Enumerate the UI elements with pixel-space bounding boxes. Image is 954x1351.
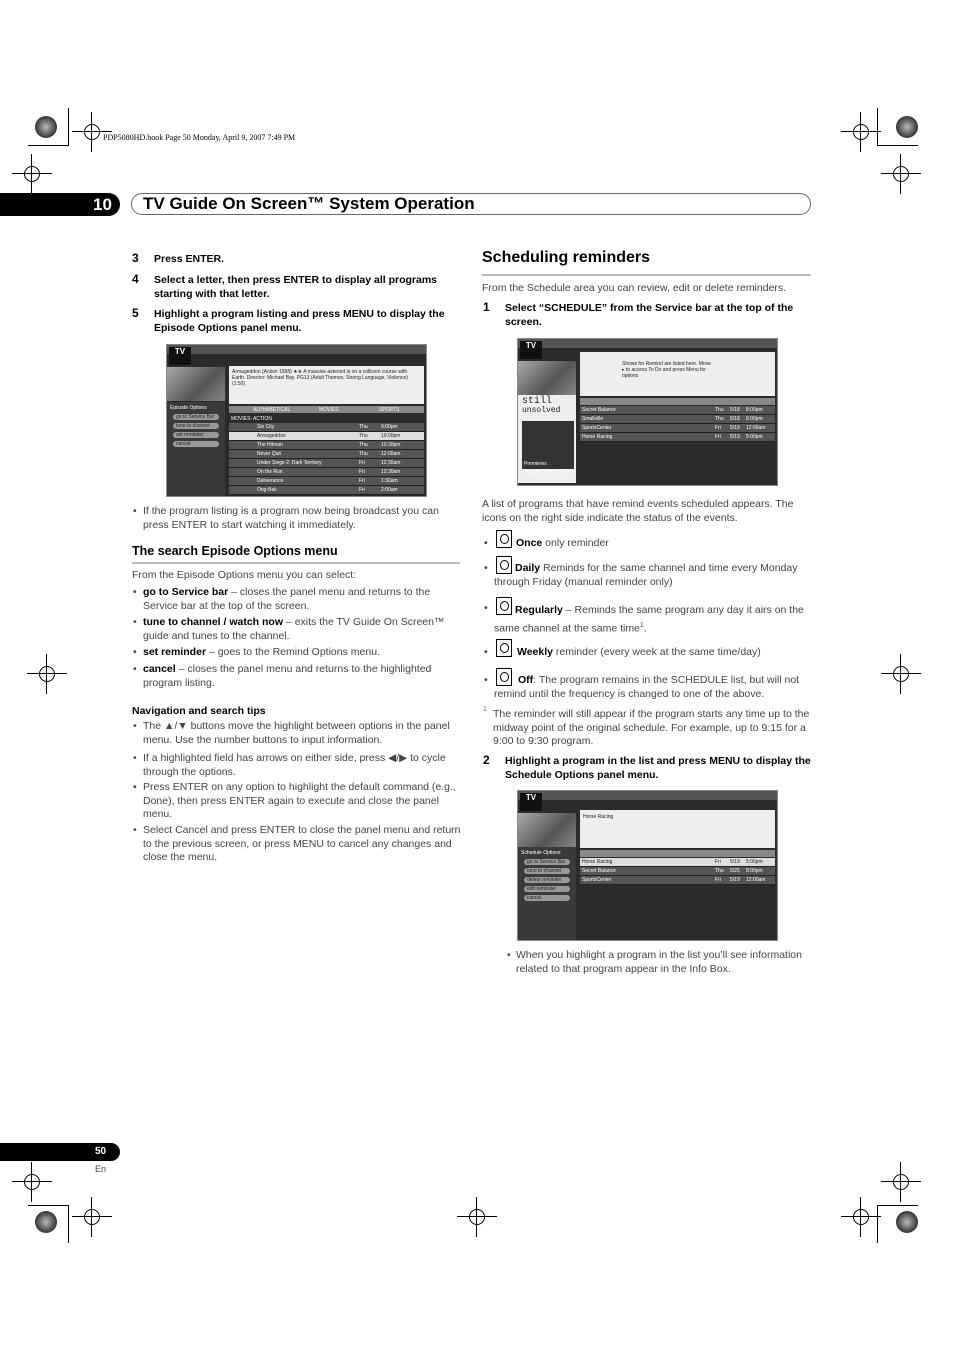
- page-lang: En: [95, 1164, 107, 1174]
- bullet: •: [133, 720, 137, 732]
- registration-mark: [80, 1205, 104, 1229]
- heading-rule: [132, 562, 460, 564]
- icon-desc: Once only reminder: [516, 537, 609, 549]
- section-rule: [482, 274, 811, 276]
- chapter-number: 10: [93, 195, 112, 214]
- panel-menu-item[interactable]: go to Service Bar: [173, 414, 219, 420]
- promo-line: still: [522, 396, 553, 407]
- registration-mark: [465, 1205, 489, 1229]
- icon-desc: Regularly – Reminds the same program any day it airs on the same channel at the same time$^1$.: [494, 604, 804, 635]
- bullet: •: [133, 646, 137, 658]
- list-header: [580, 850, 775, 857]
- schedule-row[interactable]: Secret Balance Thu 5/18 8:00pm: [580, 406, 775, 415]
- registration-mark: [35, 662, 59, 686]
- registration-mark: [80, 120, 104, 144]
- listing-row[interactable]: Ong-Bak Fri 2:00am: [229, 486, 424, 495]
- tv-guide-logo: TV: [169, 347, 191, 365]
- panel-menu-item[interactable]: tune to channel: [524, 868, 570, 874]
- registration-mark: [849, 1205, 873, 1229]
- panel-title: Schedule Options: [521, 850, 561, 856]
- step-number: 1: [483, 300, 490, 314]
- service-bar: [167, 345, 426, 354]
- icon-desc: Weekly reminder (every week at the same time/day): [517, 646, 761, 658]
- panel-menu-item[interactable]: set reminder: [173, 432, 219, 438]
- panel-title: Episode Options: [170, 405, 207, 411]
- bullet: •: [484, 537, 488, 549]
- footnote-mark: 1: [483, 706, 487, 713]
- page-number-tab: [0, 1143, 120, 1161]
- tab-label[interactable]: ALPHABETICAL: [253, 407, 291, 413]
- tab-label[interactable]: SPORTS: [379, 407, 400, 413]
- schedule-screenshot: [517, 338, 778, 486]
- info-text: Shows for Remind are listed here. Move ▸ to access To Do and press Menu for options: [622, 361, 711, 379]
- bullet: •: [484, 602, 488, 614]
- video-thumbnail: [518, 361, 576, 395]
- info-box: [580, 352, 775, 396]
- promo-panel: [518, 395, 576, 483]
- step-text: Press ENTER.: [154, 253, 225, 265]
- step-number: 2: [483, 753, 490, 767]
- info-box: [229, 366, 424, 404]
- menu-intro: From the Episode Options menu you can select:: [132, 569, 357, 581]
- registration-mark: [889, 1170, 913, 1194]
- step-number: 3: [132, 251, 139, 265]
- bullet: •: [507, 949, 511, 961]
- panel-menu-item[interactable]: delete reminder: [524, 877, 570, 883]
- crop-mark: [28, 1205, 68, 1206]
- schedule-options-panel: [518, 847, 576, 940]
- bullet: •: [133, 663, 137, 675]
- menu-item-desc: set reminder – goes to the Remind Options menu.: [143, 646, 380, 658]
- info-box-note: When you highlight a program in the list you’ll see information related to that program appear in the Info Box.: [516, 949, 802, 975]
- category-label: MOVIES: ACTION: [231, 416, 272, 422]
- category-tabs: [229, 406, 424, 413]
- registration-mark: [20, 1170, 44, 1194]
- listing-row[interactable]: The Hitman Thu 10:30pm: [229, 441, 424, 450]
- promo-line: unsolved: [522, 406, 561, 415]
- weekly-reminder-icon: [496, 639, 512, 657]
- episode-options-panel: [167, 402, 225, 496]
- step-text: Select “SCHEDULE” from the Service bar at the top of the screen.: [505, 302, 794, 328]
- video-thumbnail: [518, 813, 576, 847]
- info-text: Armageddon (Action 1998) ★★ A massive asteroid is on a collision course with Earth. Director: Michael Bay. PG13 (Adult Themes, Strong Language, Violence) (1:50): [232, 369, 408, 387]
- menu-item-desc: cancel – closes the panel menu and returns to the highlighted program listing.: [143, 663, 432, 689]
- bullet: •: [484, 674, 488, 686]
- icon-desc: Off: The program remains in the SCHEDULE list, but will not remind until the frequency is changed to one of the above.: [494, 674, 800, 700]
- chapter-title: TV Guide On Screen™ System Operation: [143, 194, 475, 213]
- list-header: [580, 398, 775, 405]
- step-number: 5: [132, 306, 139, 320]
- menu-item-desc: go to Service bar – closes the panel menu and returns to the Service bar at the top of the screen.: [143, 586, 431, 612]
- registration-disk: [896, 1211, 918, 1233]
- tips-heading: Navigation and search tips: [132, 705, 266, 717]
- promo-line: Premieres: [524, 461, 547, 467]
- panel-menu-item[interactable]: cancel: [524, 895, 570, 901]
- tv-guide-logo: TV: [520, 793, 542, 811]
- crop-mark: [878, 1205, 918, 1206]
- section-intro: From the Schedule area you can review, edit or delete reminders.: [482, 282, 787, 294]
- step-number: 4: [132, 272, 139, 286]
- step-text: Select a letter, then press ENTER to display all programs starting with that letter.: [154, 274, 438, 300]
- bullet: •: [133, 824, 137, 836]
- panel-menu-item[interactable]: go to Service Bar: [524, 859, 570, 865]
- broadcast-note: If the program listing is a program now being broadcast you can press ENTER to start watching it immediately.: [143, 505, 439, 531]
- schedule-row[interactable]: SportsCenter Fri 5/19 12:00am: [580, 876, 775, 885]
- registration-mark: [20, 162, 44, 186]
- registration-disk: [35, 1211, 57, 1233]
- step-text: Highlight a program in the list and press MENU to display the Schedule Options panel menu.: [505, 755, 811, 781]
- crop-mark: [877, 108, 878, 146]
- service-bar: [518, 339, 777, 348]
- bullet: •: [133, 505, 137, 517]
- tv-guide-logo: TV: [520, 341, 542, 359]
- section-title: Scheduling reminders: [482, 249, 651, 266]
- registration-disk: [35, 116, 57, 138]
- bullet: •: [484, 562, 488, 574]
- bullet: •: [133, 586, 137, 598]
- bullet: •: [484, 646, 488, 658]
- bullet: •: [133, 752, 137, 764]
- tip-text: Select Cancel and press ENTER to close the panel menu and return to the previous screen, or press MENU to cancel any changes and close the menu.: [143, 824, 461, 863]
- episode-options-heading: The search Episode Options menu: [132, 544, 338, 558]
- service-bar: [518, 791, 777, 800]
- schedule-row[interactable]: Smallville Thu 5/18 8:00pm: [580, 415, 775, 424]
- menu-item-desc: tune to channel / watch now – exits the TV Guide On Screen™ guide and tunes to the channel.: [143, 616, 445, 642]
- listing-row[interactable]: Under Siege 2: Dark Territory Fri 12:30am: [229, 459, 424, 468]
- schedule-row[interactable]: Horse Racing Fri 5/19 5:00pm: [580, 433, 775, 442]
- info-text: Horse Racing: [583, 814, 614, 820]
- listing-row[interactable]: Armageddon Thu 10:00pm: [229, 432, 424, 441]
- schedule-row[interactable]: Horse Racing Fri 5/19 5:00pm: [580, 858, 775, 867]
- crop-mark: [877, 1205, 878, 1243]
- once-reminder-icon: [496, 530, 512, 548]
- listing-row[interactable]: Sin City Thu 9:00pm: [229, 423, 424, 432]
- bullet: •: [133, 616, 137, 628]
- schedule-row[interactable]: Secret Balance Thu 5/25 8:00pm: [580, 867, 775, 876]
- schedule-options-screenshot: [517, 790, 778, 941]
- icon-desc: Daily Reminds for the same channel and time every Monday through Friday (manual reminder only): [494, 562, 798, 588]
- listing-row[interactable]: Deliverance Fri 1:30am: [229, 477, 424, 486]
- listing-row[interactable]: Never Quit Thu 12:00am: [229, 450, 424, 459]
- registration-disk: [896, 116, 918, 138]
- file-info: PDP5080HD.book Page 50 Monday, April 9, 2007 7:49 PM: [103, 133, 296, 142]
- panel-menu-item[interactable]: cancel: [173, 441, 219, 447]
- bullet: •: [133, 781, 137, 793]
- list-description: A list of programs that have remind events scheduled appears. The icons on the right side indicate the status of the events.: [482, 498, 794, 524]
- panel-menu-item[interactable]: tune to channel: [173, 423, 219, 429]
- episode-options-screenshot: [166, 344, 427, 497]
- promo-line: Tonight 10/9c on TNT: [524, 469, 572, 475]
- crop-mark: [878, 145, 918, 146]
- page-number: 50: [95, 1146, 107, 1157]
- registration-mark: [889, 662, 913, 686]
- tip-text: If a highlighted field has arrows on either side, press ◀/▶ to cycle through the options.: [143, 752, 446, 778]
- crop-mark: [28, 145, 68, 146]
- listing-row[interactable]: On the Run Fri 12:30am: [229, 468, 424, 477]
- footnote: The reminder will still appear if the program starts any time up to the midway point of the original schedule. For example, up to 9:15 for a 9:00 to 9:30 program.: [493, 708, 810, 747]
- step-text: Highlight a program listing and press MENU to display the Episode Options panel menu.: [154, 308, 445, 334]
- panel-menu-item[interactable]: edit reminder: [524, 886, 570, 892]
- tip-text: The ▲/▼ buttons move the highlight between options in the panel menu. Use the number buttons to input information.: [143, 720, 450, 746]
- tip-text: Press ENTER on any option to highlight the default command (e.g., Done), then press ENTER again to execute and close the panel menu.: [143, 781, 456, 820]
- registration-mark: [849, 120, 873, 144]
- info-box: [580, 810, 775, 848]
- video-thumbnail: [167, 367, 225, 401]
- schedule-row[interactable]: SportsCenter Fri 5/19 12:00am: [580, 424, 775, 433]
- crop-mark: [68, 108, 69, 146]
- tab-label[interactable]: MOVIES: [319, 407, 339, 413]
- registration-mark: [889, 162, 913, 186]
- crop-mark: [68, 1205, 69, 1243]
